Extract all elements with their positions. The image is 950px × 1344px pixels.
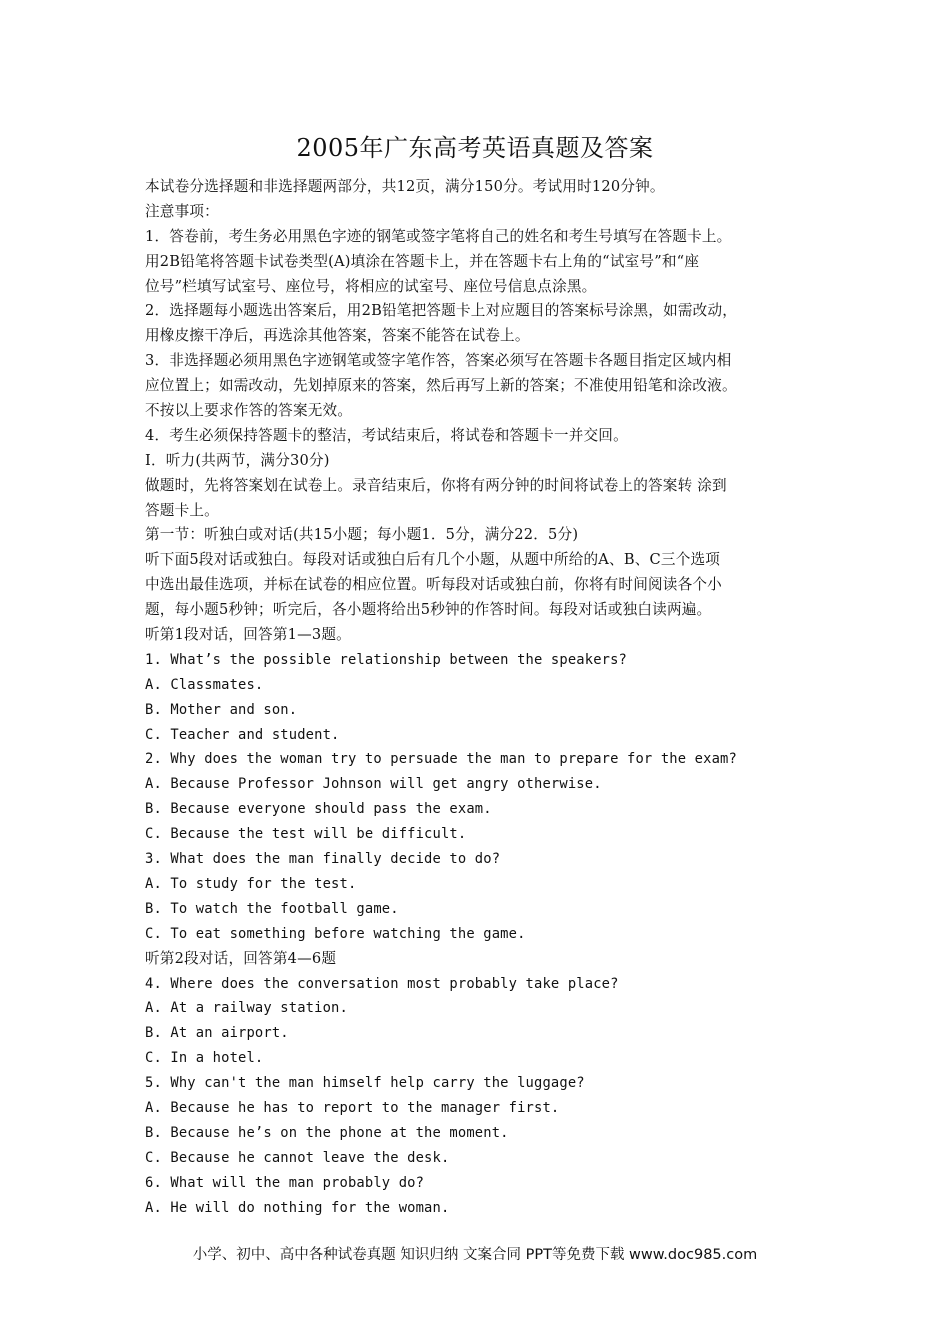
text-line: 答题卡上。 <box>145 501 219 519</box>
text-line: 3．非选择题必须用黑色字迹钢笔或签字笔作答，答案必须写在答题卡各题目指定区域内相 <box>145 352 732 370</box>
text-line: 注意事项： <box>145 202 219 220</box>
option-line: A. At a railway station. <box>145 1000 348 1017</box>
option-line: B. Because everyone should pass the exam. <box>145 801 492 818</box>
option-line: A. To study for the test. <box>145 875 357 892</box>
option-line: C. In a hotel. <box>145 1050 264 1067</box>
text-line: 位号”栏填写试室号、座位号，将相应的试室号、座位号信息点涂黑。 <box>145 277 597 295</box>
question-line: 6. What will the man probably do? <box>145 1174 425 1191</box>
option-line: C. To eat something before watching the game. <box>145 925 526 942</box>
text-line: 中选出最佳选项，并标在试卷的相应位置。听每段对话或独白前，你将有时间阅读各个小 <box>145 576 722 594</box>
option-line: A. Because Professor Johnson will get angry otherwise. <box>145 776 602 793</box>
option-line: B. At an airport. <box>145 1025 289 1042</box>
text-line: 应位置上；如需改动，先划掉原来的答案，然后再写上新的答案；不准使用铅笔和涂改液。 <box>145 377 737 395</box>
text-line: 4．考生必须保持答题卡的整洁，考试结束后，将试卷和答题卡一并交回。 <box>145 426 628 444</box>
text-line: 听下面5段对话或独白。每段对话或独白后有几个小题，从题中所给的A、B、C三个选项 <box>145 551 721 569</box>
text-line: 用橡皮擦干净后，再选涂其他答案，答案不能答在试卷上。 <box>145 327 530 345</box>
question-line: 3. What does the man finally decide to do? <box>145 851 501 868</box>
option-line: A. He will do nothing for the woman. <box>145 1199 450 1216</box>
page-title: 2005年广东高考英语真题及答案 <box>296 134 654 162</box>
dialog-heading: 听第1段对话，回答第1—3题。 <box>145 626 351 644</box>
option-line: A. Classmates. <box>145 676 264 693</box>
dialog-heading: 听第2段对话，回答第4—6题 <box>145 949 337 967</box>
option-line: B. Because he’s on the phone at the moment. <box>145 1124 509 1141</box>
section-heading: 第一节：听独白或对话(共15小题；每小题1．5分，满分22．5分) <box>145 526 579 544</box>
option-line: C. Because the test will be difficult. <box>145 826 467 843</box>
option-line: C. Teacher and student. <box>145 726 340 743</box>
section-heading: I．听力(共两节，满分30分) <box>145 451 330 469</box>
option-line: B. Mother and son. <box>145 701 298 718</box>
text-line: 2．选择题每小题选出答案后，用2B铅笔把答题卡上对应题目的答案标号涂黑，如需改动， <box>145 302 738 320</box>
text-line: 题，每小题5秒钟；听完后，各小题将给出5秒钟的作答时间。每段对话或独白读两遍。 <box>145 601 712 619</box>
option-line: C. Because he cannot leave the desk. <box>145 1149 450 1166</box>
page-footer: 小学、初中、高中各种试卷真题 知识归纳 文案合同 PPT等免费下载 www.doc985.com <box>192 1247 758 1263</box>
text-line: 不按以上要求作答的答案无效。 <box>145 402 353 420</box>
option-line: B. To watch the football game. <box>145 900 399 917</box>
question-line: 1. What’s the possible relationship between the speakers? <box>145 651 628 668</box>
option-line: A. Because he has to report to the manager first. <box>145 1099 560 1116</box>
text-line: 1．答卷前，考生务必用黑色字迹的钢笔或签字笔将自己的姓名和考生号填写在答题卡上。 <box>145 227 732 245</box>
question-line: 4. Where does the conversation most probably take place? <box>145 975 619 992</box>
text-line: 本试卷分选择题和非选择题两部分，共12页，满分150分。考试用时120分钟。 <box>145 178 665 195</box>
question-line: 2. Why does the woman try to persuade the man to prepare for the exam? <box>145 751 737 768</box>
text-line: 做题时，先将答案划在试卷上。录音结束后，你将有两分钟的时间将试卷上的答案转 涂到 <box>145 476 727 494</box>
text-line: 用2B铅笔将答题卡试卷类型(A)填涂在答题卡上，并在答题卡右上角的“试室号”和“座 <box>145 252 700 270</box>
question-line: 5. Why can't the man himself help carry the luggage? <box>145 1075 585 1092</box>
document-body <box>145 175 810 1220</box>
